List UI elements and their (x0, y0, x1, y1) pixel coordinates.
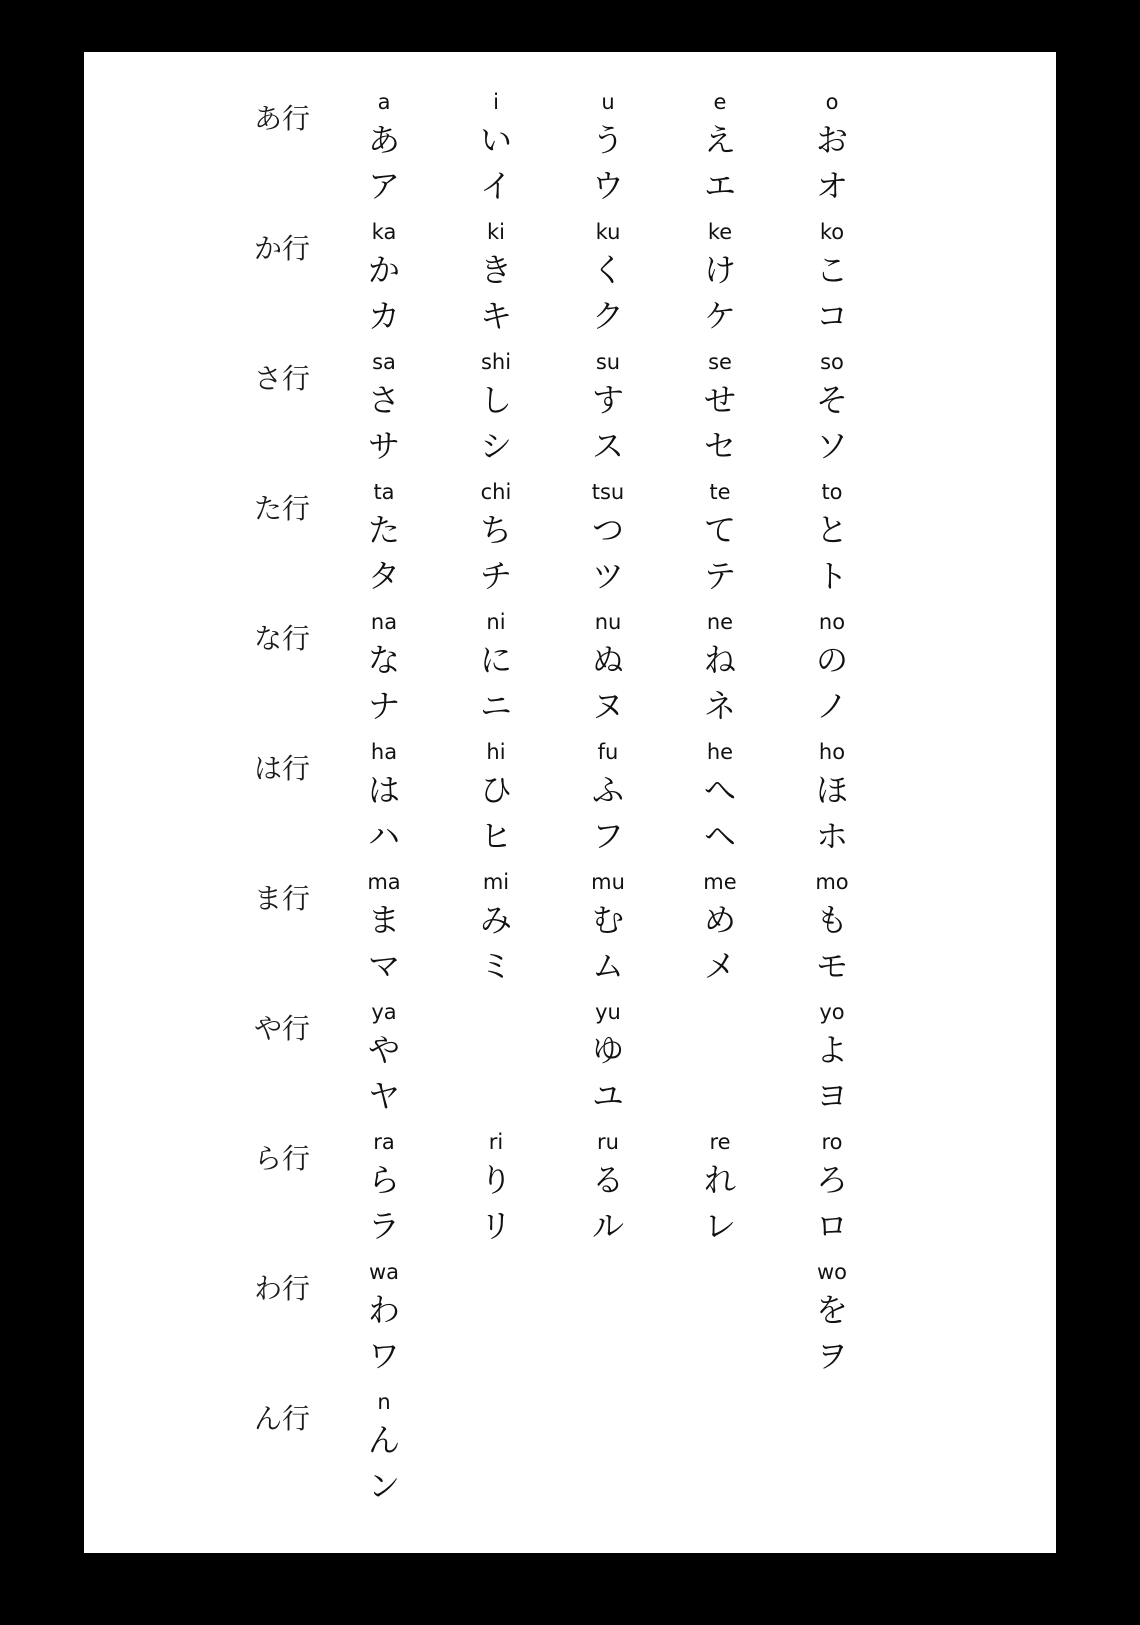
row-label: ま行 (254, 882, 311, 915)
romaji-label: ri (488, 1130, 504, 1154)
romaji-label: ne (706, 610, 734, 634)
kana-cell (563, 842, 653, 985)
kana-cell (563, 972, 653, 1115)
kana-cell (451, 452, 541, 595)
romaji-label: yu (595, 1000, 621, 1024)
romaji-label: to (821, 480, 843, 504)
katakana-char: モ (815, 947, 848, 985)
katakana-char: オ (815, 167, 848, 205)
hiragana-char: と (815, 511, 848, 549)
kana-cell (675, 452, 765, 595)
kana-row (84, 192, 1056, 335)
romaji-label: ni (486, 610, 506, 634)
katakana-char: ル (591, 1207, 624, 1245)
katakana-char: ソ (815, 427, 848, 465)
kana-cell (787, 582, 877, 725)
katakana-char: タ (367, 557, 400, 595)
kana-cell (563, 582, 653, 725)
kana-cell (563, 322, 653, 465)
hiragana-char: を (815, 1291, 848, 1329)
kana-cell (563, 62, 653, 205)
katakana-char: ヨ (815, 1077, 848, 1115)
hiragana-char: ん (367, 1421, 400, 1459)
romaji-label: su (595, 350, 621, 374)
row-label: あ行 (254, 102, 311, 135)
katakana-char: ウ (591, 167, 624, 205)
kana-cell (787, 842, 877, 985)
kana-cell (563, 1102, 653, 1245)
kana-cell (339, 62, 429, 205)
hiragana-char: き (479, 251, 512, 289)
katakana-char: ツ (591, 557, 624, 595)
hiragana-char: か (367, 251, 400, 289)
hiragana-char: り (479, 1161, 512, 1199)
katakana-char: ケ (703, 297, 736, 335)
kana-cell (787, 322, 877, 465)
kana-cell (675, 322, 765, 465)
kana-cell (675, 1102, 765, 1245)
kana-row (84, 972, 1056, 1115)
hiragana-char: ろ (815, 1161, 848, 1199)
row-label: や行 (254, 1012, 311, 1045)
romaji-label: ra (373, 1130, 395, 1154)
kana-cell (787, 192, 877, 335)
romaji-label: fu (597, 740, 619, 764)
katakana-char: コ (815, 297, 848, 335)
romaji-label: so (820, 350, 844, 374)
hiragana-char: も (815, 901, 848, 939)
hiragana-char: い (479, 121, 512, 159)
kana-cell (787, 1232, 877, 1375)
katakana-char: ク (591, 297, 624, 335)
katakana-char: エ (703, 167, 736, 205)
romaji-label: n (377, 1390, 391, 1414)
kana-cell (787, 712, 877, 855)
kana-cell (787, 1102, 877, 1245)
kana-cell (339, 322, 429, 465)
romaji-label: ke (707, 220, 733, 244)
katakana-char: キ (479, 297, 512, 335)
row-label: ら行 (254, 1142, 311, 1175)
katakana-char: サ (367, 427, 400, 465)
romaji-label: re (709, 1130, 731, 1154)
kana-cell (675, 192, 765, 335)
kana-cell (339, 582, 429, 725)
kana-row (84, 712, 1056, 855)
romaji-label: hi (486, 740, 506, 764)
row-label: た行 (254, 492, 311, 525)
hiragana-char: し (479, 381, 512, 419)
row-label: ん行 (254, 1402, 311, 1435)
kana-cell (339, 712, 429, 855)
katakana-char: リ (479, 1207, 512, 1245)
kana-cell (787, 62, 877, 205)
kana-cell (339, 842, 429, 985)
kana-cell (451, 322, 541, 465)
katakana-char: ヌ (591, 687, 624, 725)
kana-cell (339, 972, 429, 1115)
row-label: わ行 (254, 1272, 311, 1305)
kana-cell (563, 192, 653, 335)
romaji-label: nu (594, 610, 622, 634)
hiragana-char: ね (703, 641, 736, 679)
romaji-label: e (713, 90, 727, 114)
katakana-char: チ (479, 557, 512, 595)
kana-row (84, 1362, 1056, 1505)
romaji-label: he (706, 740, 734, 764)
kana-cell (787, 972, 877, 1115)
hiragana-char: け (703, 251, 736, 289)
hiragana-char: み (479, 901, 512, 939)
row-label: さ行 (254, 362, 311, 395)
kana-row (84, 582, 1056, 725)
katakana-char: ア (367, 167, 400, 205)
kana-cell (339, 1102, 429, 1245)
hiragana-char: ゆ (591, 1031, 624, 1069)
hiragana-char: ふ (591, 771, 624, 809)
hiragana-char: ほ (815, 771, 848, 809)
hiragana-char: は (367, 771, 400, 809)
romaji-label: yo (819, 1000, 845, 1024)
katakana-char: ヘ (703, 817, 736, 855)
hiragana-char: む (591, 901, 624, 939)
kana-row (84, 322, 1056, 465)
romaji-label: ko (819, 220, 845, 244)
romaji-label: o (825, 90, 839, 114)
romaji-label: sa (372, 350, 396, 374)
row-label: か行 (254, 232, 311, 265)
romaji-label: u (601, 90, 615, 114)
katakana-char: ヲ (815, 1337, 848, 1375)
hiragana-char: め (703, 901, 736, 939)
romaji-label: i (493, 90, 499, 114)
katakana-char: レ (703, 1207, 736, 1245)
katakana-char: ニ (479, 687, 512, 725)
romaji-label: ya (371, 1000, 397, 1024)
hiragana-char: て (703, 511, 736, 549)
romaji-label: a (377, 90, 391, 114)
hiragana-char: る (591, 1161, 624, 1199)
katakana-char: ラ (367, 1207, 400, 1245)
kana-cell (451, 1102, 541, 1245)
hiragana-char: れ (703, 1161, 736, 1199)
hiragana-char: ま (367, 901, 400, 939)
kana-cell (563, 452, 653, 595)
hiragana-char: た (367, 511, 400, 549)
katakana-char: セ (703, 427, 736, 465)
romaji-label: no (818, 610, 846, 634)
kana-row (84, 1102, 1056, 1245)
hiragana-char: に (479, 641, 512, 679)
romaji-label: se (708, 350, 732, 374)
hiragana-char: の (815, 641, 848, 679)
kana-row (84, 842, 1056, 985)
hiragana-char: す (591, 381, 624, 419)
row-label: は行 (254, 752, 311, 785)
hiragana-char: ひ (479, 771, 512, 809)
romaji-label: ka (371, 220, 397, 244)
katakana-char: フ (591, 817, 624, 855)
kana-cell (451, 582, 541, 725)
katakana-char: ロ (815, 1207, 848, 1245)
hiragana-char: お (815, 121, 848, 159)
hiragana-char: さ (367, 381, 400, 419)
kana-cell (451, 712, 541, 855)
katakana-char: ノ (815, 687, 848, 725)
katakana-char: ホ (815, 817, 848, 855)
romaji-label: mu (591, 870, 625, 894)
romaji-label: ru (597, 1130, 619, 1154)
kana-cell (339, 1232, 429, 1375)
kana-row (84, 62, 1056, 205)
romaji-label: wa (368, 1260, 400, 1284)
romaji-label: ho (818, 740, 846, 764)
hiragana-char: ち (479, 511, 512, 549)
hiragana-char: ぬ (591, 641, 624, 679)
hiragana-char: へ (703, 771, 736, 809)
katakana-char: ユ (591, 1077, 624, 1115)
hiragana-char: こ (815, 251, 848, 289)
kana-cell (675, 582, 765, 725)
romaji-label: ha (370, 740, 398, 764)
kana-cell (451, 842, 541, 985)
kana-chart-sheet (84, 52, 1056, 1553)
katakana-char: カ (367, 297, 400, 335)
romaji-label: na (370, 610, 398, 634)
kana-cell (339, 192, 429, 335)
hiragana-char: や (367, 1031, 400, 1069)
kana-row (84, 452, 1056, 595)
kana-cell (563, 712, 653, 855)
hiragana-char: な (367, 641, 400, 679)
romaji-label: te (709, 480, 731, 504)
kana-cell (451, 62, 541, 205)
katakana-char: ヤ (367, 1077, 400, 1115)
hiragana-char: う (591, 121, 624, 159)
hiragana-char: ら (367, 1161, 400, 1199)
katakana-char: ヒ (479, 817, 512, 855)
katakana-char: ネ (703, 687, 736, 725)
katakana-char: ハ (367, 817, 400, 855)
katakana-char: ワ (367, 1337, 400, 1375)
romaji-label: wo (816, 1260, 848, 1284)
hiragana-char: わ (367, 1291, 400, 1329)
katakana-char: テ (703, 557, 736, 595)
romaji-label: shi (480, 350, 512, 374)
hiragana-char: よ (815, 1031, 848, 1069)
kana-cell (675, 62, 765, 205)
hiragana-char: そ (815, 381, 848, 419)
katakana-char: シ (479, 427, 512, 465)
romaji-label: ma (367, 870, 401, 894)
romaji-label: mo (815, 870, 849, 894)
katakana-char: マ (367, 947, 400, 985)
romaji-label: mi (482, 870, 510, 894)
katakana-char: ン (367, 1467, 400, 1505)
hiragana-char: つ (591, 511, 624, 549)
katakana-char: ト (815, 557, 848, 595)
katakana-char: ス (591, 427, 624, 465)
hiragana-char: え (703, 121, 736, 159)
kana-cell (675, 712, 765, 855)
kana-cell (675, 842, 765, 985)
hiragana-char: あ (367, 121, 400, 159)
katakana-char: ム (591, 947, 624, 985)
romaji-label: tsu (591, 480, 625, 504)
hiragana-char: せ (703, 381, 736, 419)
row-label: な行 (254, 622, 311, 655)
romaji-label: ki (487, 220, 505, 244)
katakana-char: ナ (367, 687, 400, 725)
romaji-label: me (703, 870, 737, 894)
kana-row (84, 1232, 1056, 1375)
katakana-char: イ (479, 167, 512, 205)
kana-cell (787, 452, 877, 595)
romaji-label: chi (480, 480, 512, 504)
hiragana-char: く (591, 251, 624, 289)
kana-cell (339, 1362, 429, 1505)
romaji-label: ro (821, 1130, 843, 1154)
romaji-label: ku (595, 220, 621, 244)
kana-cell (451, 192, 541, 335)
katakana-char: メ (703, 947, 736, 985)
kana-cell (339, 452, 429, 595)
katakana-char: ミ (479, 947, 512, 985)
romaji-label: ta (373, 480, 395, 504)
